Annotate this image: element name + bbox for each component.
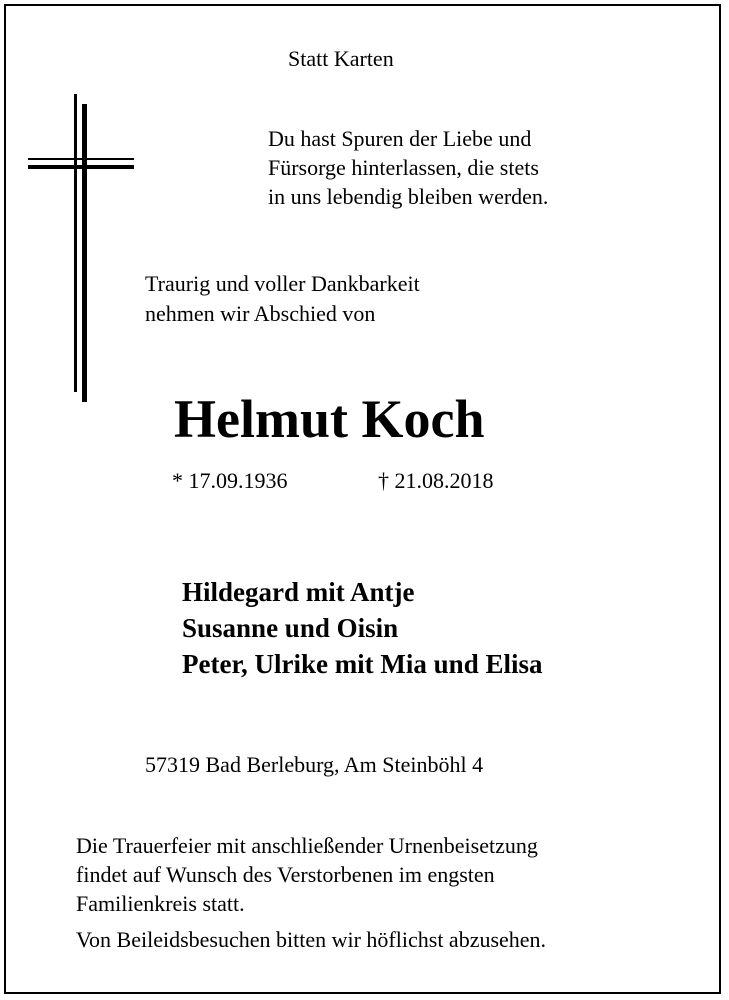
cross-horizontal-bar-thin	[28, 158, 134, 160]
notice-line: Familienkreis statt.	[76, 891, 245, 916]
verse-line: in uns lebendig bleiben werden.	[268, 184, 549, 209]
death-date: † 21.08.2018	[378, 468, 494, 493]
condolence-request: Von Beileidsbesuchen bitten wir höflichst abzusehen.	[76, 927, 547, 952]
notice-line: findet auf Wunsch des Verstorbenen im engsten	[76, 862, 495, 887]
mourners-list	[182, 574, 542, 682]
cross-icon	[28, 94, 134, 402]
family-address: 57319 Bad Berleburg, Am Steinböhl 4	[145, 752, 484, 777]
intro-line: Traurig und voller Dankbarkeit	[145, 271, 420, 296]
intro-line: nehmen wir Abschied von	[145, 301, 376, 326]
deceased-name: Helmut Koch	[174, 389, 485, 449]
cross-vertical-bar-thick	[82, 104, 87, 402]
mourner-line: Peter, Ulrike mit Mia und Elisa	[182, 649, 543, 679]
cross-vertical-bar-thin	[74, 94, 77, 392]
verse-line: Fürsorge hinterlassen, die stets	[268, 155, 539, 180]
farewell-intro	[145, 269, 420, 329]
memorial-verse	[268, 124, 548, 211]
funeral-notice	[76, 831, 538, 918]
mourner-line: Hildegard mit Antje	[182, 577, 415, 607]
notice-line: Die Trauerfeier mit anschließender Urnenbeisetzung	[76, 833, 538, 858]
cross-horizontal-bar-thick	[28, 165, 134, 169]
mourner-line: Susanne und Oisin	[182, 613, 399, 643]
verse-line: Du hast Spuren der Liebe und	[268, 126, 532, 151]
birth-date: * 17.09.1936	[172, 468, 288, 493]
header-statt-karten: Statt Karten	[288, 46, 394, 71]
